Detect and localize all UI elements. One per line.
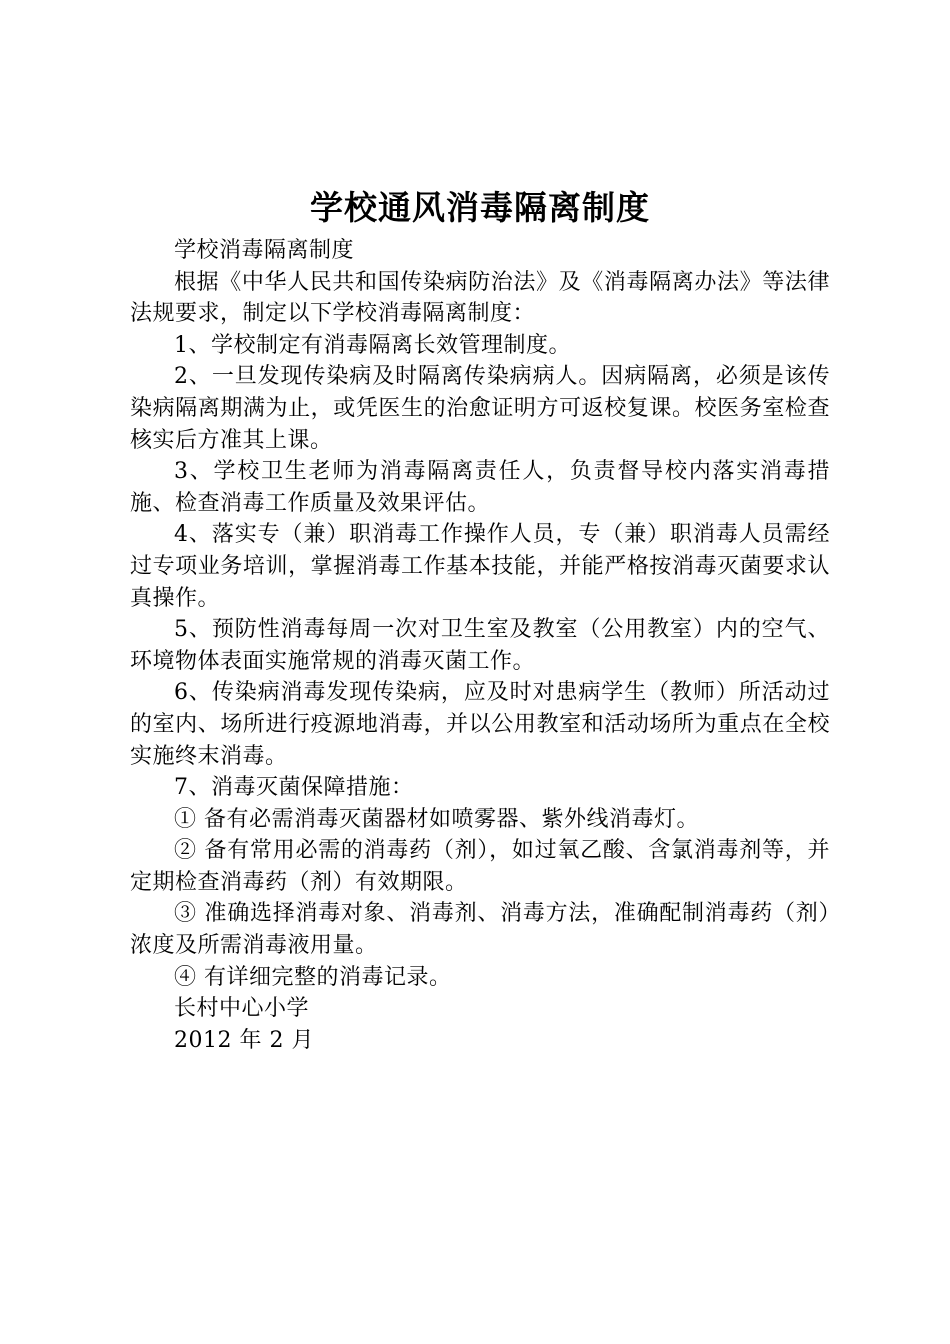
document-title: 学校通风消毒隔离制度 (310, 188, 650, 227)
rule-3-paragraph: 3、学校卫生老师为消毒隔离责任人，负责督导校内落实消毒措施、检查消毒工作质量及效果评估。 (130, 459, 830, 516)
document-body (130, 235, 830, 1056)
signature-school: 长村中心小学 (174, 996, 310, 1022)
rule-1-paragraph: 1、学校制定有消毒隔离长效管理制度。 (174, 332, 571, 358)
intro-paragraph: 根据《中华人民共和国传染病防治法》及《消毒隔离办法》等法律法规要求，制定以下学校消毒隔离制度： (130, 269, 830, 327)
document-page (130, 185, 830, 1056)
rule-5-paragraph: 5、预防性消毒每周一次对卫生室及教室（公用教室）内的空气、环境物体表面实施常规的消毒灭菌工作。 (130, 617, 830, 674)
measure-4-paragraph: ④ 有详细完整的消毒记录。 (174, 964, 452, 990)
measure-2-paragraph: ② 备有常用必需的消毒药（剂），如过氧乙酸、含氯消毒剂等，并定期检查消毒药（剂）有效期限。 (130, 838, 830, 895)
subtitle-paragraph: 学校消毒隔离制度 (174, 238, 355, 263)
rule-4-paragraph: 4、落实专（兼）职消毒工作操作人员，专（兼）职消毒人员需经过专项业务培训，掌握消毒工作基本技能，并能严格按消毒灭菌要求认真操作。 (130, 522, 830, 611)
rule-6-paragraph: 6、传染病消毒发现传染病，应及时对患病学生（教师）所活动过的室内、场所进行疫源地消毒，并以公用教室和活动场所为重点在全校实施终末消毒。 (130, 680, 830, 769)
measure-1-paragraph: ① 备有必需消毒灭菌器材如喷雾器、紫外线消毒灯。 (174, 806, 699, 832)
rule-7-paragraph: 7、消毒灭菌保障措施： (174, 775, 414, 801)
measure-3-paragraph: ③ 准确选择消毒对象、消毒剂、消毒方法，准确配制消毒药（剂）浓度及所需消毒液用量。 (130, 901, 830, 959)
signature-date: 2012 年 2 月 (174, 1027, 314, 1053)
rule-2-paragraph: 2、一旦发现传染病及时隔离传染病病人。因病隔离，必须是该传染病隔离期满为止，或凭医生的治愈证明方可返校复课。校医务室检查核实后方准其上课。 (130, 364, 830, 453)
